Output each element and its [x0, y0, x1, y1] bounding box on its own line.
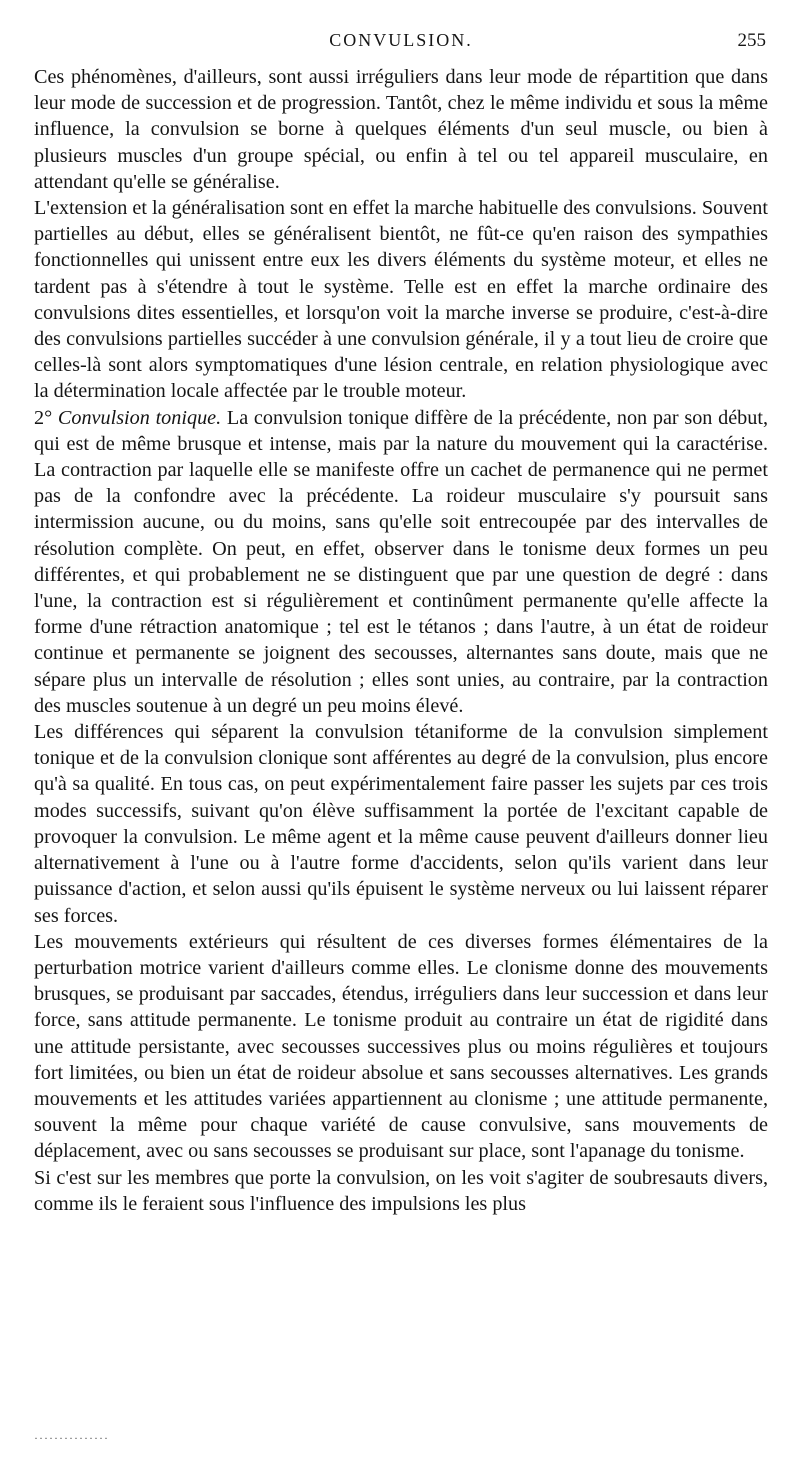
page-header	[34, 30, 768, 58]
body-text	[34, 64, 768, 1217]
paragraph-2: L'extension et la généralisation sont en effet la marche habituelle des convulsions. Souvent partielles au début, elles se généralisent bientôt, ne fût-ce qu'en raison des sympathies fonctionnelles qui unissent entre eux les divers éléments du système moteur, et elles ne tardent pas à s'étendre à tout le système. Telle est en effet la marche ordinaire des convulsions dites essentielles, et lorsqu'on voit la marche inverse se produire, c'est-à-dire des convulsions partielles succéder à une convulsion générale, il y a tout lieu de croire que celles-là sont alors symptomatiques d'une lésion centrale, en relation physiologique avec la détermination locale affectée par le trouble moteur.	[34, 197, 768, 403]
section-title: Convulsion tonique.	[57, 406, 222, 429]
page-number: 255	[737, 30, 766, 51]
section-number: 2°	[34, 406, 53, 429]
footer-dotted-line: ···············	[34, 1431, 109, 1445]
running-title: CONVULSION.	[329, 30, 473, 50]
paragraph-5: Les mouvements extérieurs qui résultent de ces diverses formes élémentaires de la perturbation motrice varient d'ailleurs comme elles. Le clonisme donne des mouvements brusques, se produisant par saccades, étendus, irréguliers dans leur succession et dans leur force, sans attitude permanente. Le tonisme produit au contraire un état de rigidité dans une attitude persistante, avec secousses successives plus ou moins régulières et toujours fort limitées, ou bien un état de roideur absolue et sans secousses alternatives. Les grands mouvements et les attitudes variées appartiennent au clonisme ; une attitude permanente, souvent la même pour chaque variété de cause convulsive, sans mouvements de déplacement, avec ou sans secousses se produisant sur place, sont l'apanage du tonisme.	[34, 930, 768, 1163]
paragraph-6: Si c'est sur les membres que porte la convulsion, on les voit s'agiter de soubresauts divers, comme ils le feraient sous l'influence des impulsions les plus	[34, 1166, 768, 1215]
paragraph-1: Ces phénomènes, d'ailleurs, sont aussi irréguliers dans leur mode de répartition que dans leur mode de succession et de progression. Tantôt, chez le même individu et sous la même influence, la convulsion se borne à quelques éléments d'un seul muscle, ou bien à plusieurs muscles d'un groupe spécial, ou enfin à tel ou tel appareil musculaire, en attendant qu'elle se généralise.	[34, 66, 768, 193]
section-text: La convulsion tonique diffère de la précédente, non par son début, qui est de même brusque et intense, mais par la nature du mouvement qui la caractérise. La contraction par laquelle elle se manifeste offre un cachet de permanence qui ne permet pas de la confondre avec la précédente. La roideur musculaire s'y poursuit sans intermission aucune, ou du moins, sans qu'elle soit entrecoupée par des intervalles de résolution complète. On peut, en effet, observer dans le tonisme deux formes un peu différentes, et qui probablement ne se distinguent que par une question de degré : dans l'une, la contraction est si régulièrement et continûment permanente qu'elle affecte la forme d'une rétraction anatomique ; tel est le tétanos ; dans l'autre, à un état de roideur continue et permanente se joignent des secousses, alternantes sans doute, mais que ne sépare plus un intervalle de résolution ; elles sont unies, au contraire, par la contraction des muscles soutenue à un degré un peu moins élevé.	[34, 406, 769, 717]
paragraph-4: Les différences qui séparent la convulsion tétaniforme de la convulsion simplement tonique et de la convulsion clonique sont afférentes au degré de la convulsion, plus encore qu'à sa qualité. En tous cas, on peut expérimentalement faire passer les sujets par ces trois modes successifs, suivant qu'on élève suffisamment la portée de l'excitant capable de provoquer la convulsion. Le même agent et la même cause peuvent d'ailleurs donner lieu alternativement à l'une ou à l'autre forme d'accidents, selon qu'ils varient dans leur puissance d'action, et selon aussi qu'ils épuisent le système nerveux ou lui laissent réparer ses forces.	[34, 721, 768, 927]
section-paragraph	[34, 405, 768, 719]
